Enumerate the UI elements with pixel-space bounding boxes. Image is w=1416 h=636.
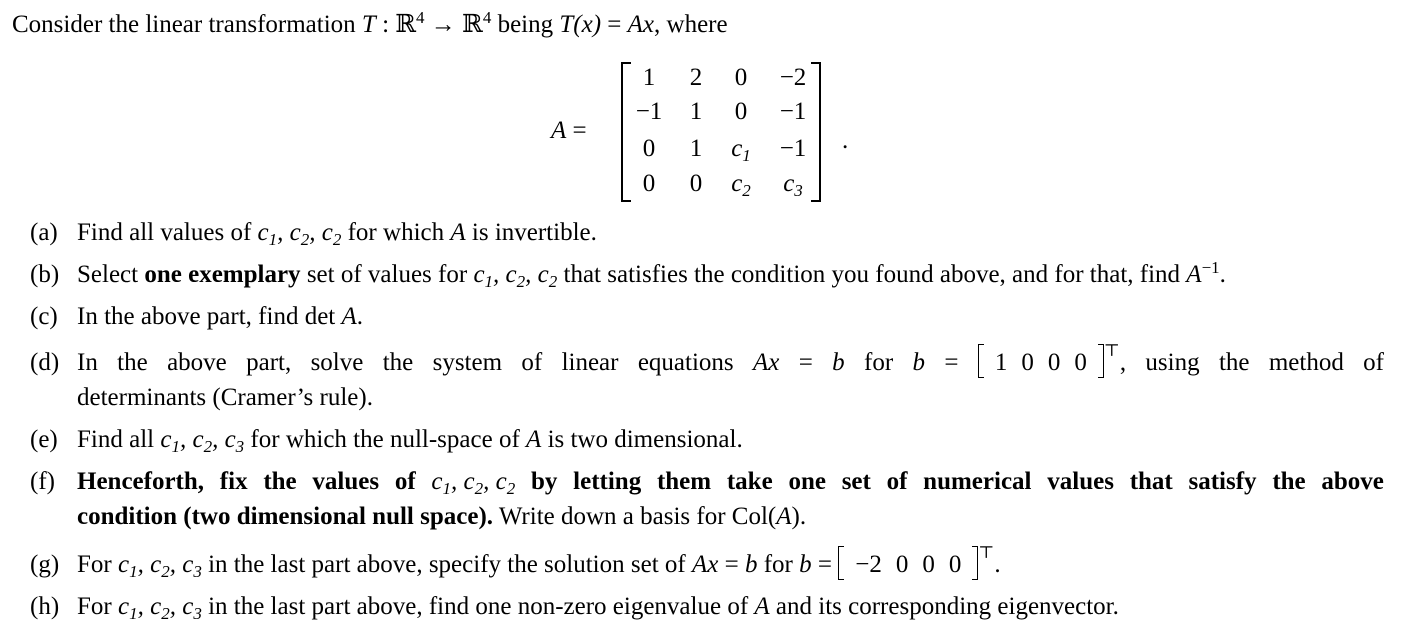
part-b-label: (b) bbox=[30, 261, 60, 288]
part-d-line1: In the above part, solve the system of linear equations Ax = b for b = 1 0 0 0 ⊤, using the method of bbox=[77, 341, 1384, 376]
matrix-cell: 1 bbox=[689, 98, 703, 125]
part-c-label: (c) bbox=[30, 303, 58, 330]
part-g-label: (g) bbox=[30, 551, 60, 578]
matrix-cell: 0 bbox=[689, 170, 703, 197]
matrix-cell: 0 bbox=[642, 135, 656, 162]
part-e-label: (e) bbox=[30, 426, 58, 453]
vector-b: −2 0 0 0 bbox=[838, 552, 978, 577]
part-b-text: Select one exemplary set of values for $c_1$, $c_2$, $c_2$ that satisfies the condition you found above, and for that, find $A^{-1}$. bbox=[77, 258, 1226, 291]
intro-text: being bbox=[491, 11, 560, 38]
matrix-cell: −1 bbox=[779, 98, 807, 125]
matrix-cell: $c_1$ bbox=[731, 135, 751, 165]
math-T: T bbox=[361, 11, 376, 38]
matrix-label: A = bbox=[551, 117, 587, 144]
part-h-text: For $c_1$, $c_2$, $c_3$ in the last part above, find one non-zero eigenvalue of A and its corresponding eigenvector. bbox=[77, 593, 1119, 623]
intro-text: Consider the linear transformation bbox=[12, 11, 362, 38]
part-e-text: Find all $c_1$, $c_2$, $c_3$ for which the null-space of A is two dimensional. bbox=[77, 426, 743, 456]
math-eq: = bbox=[601, 11, 628, 38]
math-R: ℝ bbox=[462, 11, 483, 38]
matrix-cell: 2 bbox=[689, 64, 703, 91]
matrix-cell: 0 bbox=[642, 170, 656, 197]
part-f-line1: Henceforth, fix the values of $c_1$, $c_2$, $c_2$ by letting them take one set of numerical values that satisfy the above bbox=[77, 468, 1384, 498]
math-colon: : bbox=[375, 11, 396, 38]
matrix-A bbox=[621, 60, 821, 200]
exp-4: 4 bbox=[482, 8, 492, 27]
math-arrow: → bbox=[424, 11, 463, 38]
math-Ax: Ax bbox=[627, 11, 655, 38]
matrix-cell: 0 bbox=[734, 64, 748, 91]
part-c-text: In the above part, find det A. bbox=[77, 303, 364, 330]
matrix-cell: −2 bbox=[779, 64, 807, 91]
matrix-cell: $c_3$ bbox=[783, 170, 803, 200]
exp-4: 4 bbox=[416, 8, 425, 27]
matrix-cell: −1 bbox=[779, 135, 807, 162]
part-f-label: (f) bbox=[30, 468, 55, 495]
part-a-text: Find all values of $c_1$, $c_2$, $c_2$ for which A is invertible. bbox=[77, 219, 597, 249]
math-R: ℝ bbox=[395, 11, 417, 38]
matrix-period: . bbox=[842, 127, 849, 154]
part-g-text: For $c_1$, $c_2$, $c_3$ in the last part above, specify the solution set of Ax = b for b = −2 0 0 0 ⊤. bbox=[77, 543, 1001, 581]
intro-text: , where bbox=[654, 11, 728, 38]
matrix-cell: 1 bbox=[689, 135, 703, 162]
intro-line bbox=[12, 8, 728, 38]
matrix-cell: −1 bbox=[635, 98, 663, 125]
part-d-label: (d) bbox=[30, 349, 60, 376]
matrix-cell: 1 bbox=[642, 64, 656, 91]
part-a-label: (a) bbox=[30, 219, 58, 246]
part-d-line2: determinants (Cramer’s rule). bbox=[77, 384, 373, 411]
vector-b: 1 0 0 0 bbox=[978, 350, 1104, 375]
math-Tx: T(x) bbox=[559, 11, 602, 38]
part-f-line2: condition (two dimensional null space). Write down a basis for Col(A). bbox=[77, 503, 807, 530]
matrix-cell: 0 bbox=[734, 98, 748, 125]
part-h-label: (h) bbox=[30, 593, 60, 620]
matrix-cell: $c_2$ bbox=[731, 170, 751, 200]
